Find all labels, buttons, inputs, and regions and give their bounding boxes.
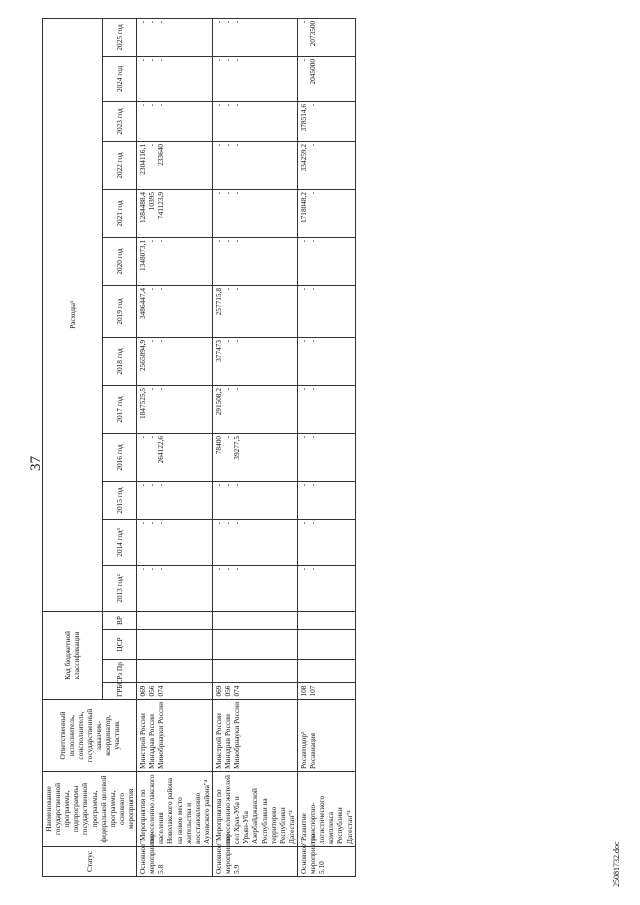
row-year-12 — [212, 18, 297, 56]
grbs-code: 056 — [223, 685, 233, 697]
row-year-3 — [212, 433, 297, 481]
table-body — [137, 18, 356, 876]
expense-value: - — [147, 20, 157, 24]
row-rzpr — [297, 660, 355, 683]
row-year-0 — [297, 565, 355, 611]
row-grbs — [212, 683, 297, 700]
expense-value: - — [308, 387, 318, 391]
expense-value: 1847525,5 — [138, 387, 148, 419]
expense-value: - — [156, 521, 166, 525]
expense-value: - — [147, 287, 157, 291]
expense-value: - — [213, 20, 223, 24]
row-csr — [212, 630, 297, 660]
header-name: Наименование государственной программы, подпрограммы государственной программы, федеральной целевой программы, основного мероприятия — [43, 772, 137, 847]
expense-value: - — [232, 483, 242, 487]
expense-value: 1718048,2 — [298, 191, 308, 223]
row-year-10 — [297, 101, 355, 141]
expense-value: - — [232, 191, 242, 195]
expense-value: - — [147, 387, 157, 391]
expense-value: 78400 — [213, 435, 223, 455]
expense-value: - — [156, 239, 166, 243]
grbs-code: 074 — [156, 685, 166, 697]
row-year-3 — [297, 433, 355, 481]
expense-value: - — [156, 58, 166, 62]
expense-value: 2045000 — [308, 58, 318, 85]
expense-value: 10395 — [147, 191, 157, 211]
expense-value: 291508,2 — [213, 387, 223, 416]
grbs-code: 056 — [147, 685, 157, 697]
responsible-org: Минздрав России — [223, 714, 233, 769]
header-responsible: Ответственный исполнитель, соисполнитель, государственный заказчик-координатор, участник — [43, 700, 137, 772]
expense-value: - — [147, 435, 157, 439]
expense-value: - — [213, 483, 223, 487]
expense-value: - — [156, 387, 166, 391]
row-year-11 — [137, 56, 213, 101]
row-year-6 — [212, 285, 297, 337]
expense-value: - — [156, 20, 166, 24]
expense-value: - — [213, 239, 223, 243]
expense-value: - — [308, 483, 318, 487]
expense-value: - — [213, 143, 223, 147]
expense-value: - — [147, 339, 157, 343]
expense-value: - — [223, 521, 233, 525]
expense-value: 2304116,1 — [138, 143, 148, 175]
row-year-10 — [137, 101, 213, 141]
expense-value: - — [308, 435, 318, 439]
row-year-1 — [297, 519, 355, 565]
row-vr — [137, 611, 213, 629]
row-year-11 — [212, 56, 297, 101]
expense-value: - — [138, 435, 148, 439]
row-responsible — [297, 700, 355, 772]
row-name: "Мероприятия по переселению жителей сел Храх-Уба и Урьян-Уба Азербайджанской Республики на территорию Республики Дагестан"⁴ — [212, 772, 297, 847]
row-year-9 — [137, 141, 213, 189]
header-year-8: 2021 год — [102, 189, 136, 237]
expense-value: 233640 — [156, 143, 166, 166]
expense-value: - — [223, 387, 233, 391]
expense-value: - — [138, 521, 148, 525]
header-year-4: 2017 год — [102, 385, 136, 433]
expense-value: 257715,8 — [213, 287, 223, 316]
expense-value: - — [147, 521, 157, 525]
row-rzpr — [212, 660, 297, 683]
header-year-2: 2015 год — [102, 481, 136, 519]
header-year-6: 2019 год — [102, 285, 136, 337]
expense-value: - — [308, 239, 318, 243]
row-year-2 — [137, 481, 213, 519]
table-row — [212, 18, 297, 876]
row-year-1 — [212, 519, 297, 565]
expense-value: - — [298, 58, 308, 62]
expense-value: 378514,6 — [298, 103, 308, 132]
row-year-0 — [137, 565, 213, 611]
expense-value: - — [232, 521, 242, 525]
header-code-group: Код бюджетной классификации — [43, 611, 103, 699]
expense-value: - — [223, 58, 233, 62]
row-status: Основное мероприятие 5.10 — [297, 847, 355, 877]
expense-value: - — [232, 143, 242, 147]
header-code-2: ЦСР — [102, 630, 136, 660]
row-year-8 — [212, 189, 297, 237]
row-year-5 — [212, 337, 297, 385]
header-year-5: 2018 год — [102, 337, 136, 385]
row-year-4 — [297, 385, 355, 433]
expense-value: - — [147, 103, 157, 107]
row-year-7 — [137, 237, 213, 285]
expense-value: - — [298, 435, 308, 439]
expense-value: - — [308, 191, 318, 195]
expense-value: - — [156, 483, 166, 487]
row-rzpr — [137, 660, 213, 683]
expense-value: - — [223, 103, 233, 107]
expense-value: - — [147, 58, 157, 62]
expense-value: - — [232, 387, 242, 391]
expense-value: - — [213, 521, 223, 525]
row-year-6 — [137, 285, 213, 337]
row-vr — [212, 611, 297, 629]
expense-value: - — [308, 339, 318, 343]
expense-value: - — [232, 339, 242, 343]
expense-value: - — [308, 521, 318, 525]
row-name: "Мероприятия по переселению лакского населения Новолакского района на новое место жительства и восстановлению Ауховского района"⁴ — [137, 772, 213, 847]
responsible-org: Минобрнауки России — [156, 702, 166, 769]
row-year-8 — [297, 189, 355, 237]
expense-value: - — [147, 143, 157, 147]
expense-value: - — [156, 339, 166, 343]
expense-value: 2565894,9 — [138, 339, 148, 371]
row-year-10 — [212, 101, 297, 141]
expense-value: - — [232, 103, 242, 107]
expense-value: - — [223, 20, 233, 24]
expense-value: - — [298, 339, 308, 343]
responsible-org: Минстрой России — [138, 713, 148, 769]
expense-value: 1348073,1 — [138, 239, 148, 271]
row-year-8 — [137, 189, 213, 237]
expense-value: - — [298, 387, 308, 391]
expense-value: - — [223, 339, 233, 343]
expenses-table — [42, 18, 356, 877]
row-grbs — [137, 683, 213, 700]
row-responsible — [137, 700, 213, 772]
row-year-2 — [212, 481, 297, 519]
row-year-5 — [137, 337, 213, 385]
header-year-1: 2014 год³ — [102, 519, 136, 565]
expense-value: - — [138, 20, 148, 24]
expense-value: 334259,2 — [298, 143, 308, 172]
expense-value: - — [213, 58, 223, 62]
expense-value: - — [232, 567, 242, 571]
expense-value: - — [223, 567, 233, 571]
expense-value: - — [213, 103, 223, 107]
row-year-9 — [297, 141, 355, 189]
expense-value: - — [232, 20, 242, 24]
row-year-0 — [212, 565, 297, 611]
header-year-12: 2025 год — [102, 18, 136, 56]
responsible-org: Минздрав России — [147, 714, 157, 769]
expense-value: - — [298, 567, 308, 571]
grbs-code: 074 — [232, 685, 242, 697]
expense-value: - — [232, 239, 242, 243]
expense-value: - — [147, 483, 157, 487]
expense-value: - — [138, 567, 148, 571]
header-year-3: 2016 год — [102, 433, 136, 481]
expense-value: - — [156, 287, 166, 291]
expense-value: - — [308, 103, 318, 107]
expense-value: 1284488,4 — [138, 191, 148, 223]
grbs-code: 108 — [298, 685, 308, 697]
row-year-5 — [297, 337, 355, 385]
expense-value: 377473 — [213, 339, 223, 362]
expense-value: - — [308, 143, 318, 147]
header-status: Статус — [43, 847, 137, 877]
row-year-7 — [212, 237, 297, 285]
expense-value: 741123,9 — [156, 191, 166, 220]
header-year-11: 2024 год — [102, 56, 136, 101]
expense-value: 3486447,4 — [138, 287, 148, 319]
row-status: Основное мероприятие 5.9 — [212, 847, 297, 877]
table-header — [43, 18, 137, 876]
expense-value: 39277,5 — [232, 435, 242, 460]
row-year-12 — [297, 18, 355, 56]
row-year-2 — [297, 481, 355, 519]
expense-value: - — [308, 287, 318, 291]
expense-value: - — [223, 239, 233, 243]
header-code-0: ГРБС — [102, 683, 136, 700]
header-year-10: 2023 год — [102, 101, 136, 141]
header-year-0: 2013 год² — [102, 565, 136, 611]
expense-value: - — [298, 20, 308, 24]
row-csr — [297, 630, 355, 660]
expense-value: - — [223, 483, 233, 487]
page-number: 37 — [28, 456, 44, 471]
expense-value: 2073500 — [308, 20, 318, 47]
expense-value: - — [138, 58, 148, 62]
expense-value: - — [223, 143, 233, 147]
expense-value: - — [298, 483, 308, 487]
header-code-3: ВР — [102, 611, 136, 629]
row-year-6 — [297, 285, 355, 337]
row-year-12 — [137, 18, 213, 56]
table-row — [137, 18, 213, 876]
expense-value: - — [298, 521, 308, 525]
expense-value: 264122,6 — [156, 435, 166, 464]
document-footer: 25081732.doc — [612, 841, 621, 887]
responsible-org: Росавтодор⁵ — [298, 731, 308, 769]
expense-value: - — [156, 567, 166, 571]
expense-value: - — [223, 435, 233, 439]
expense-value: - — [223, 191, 233, 195]
row-year-7 — [297, 237, 355, 285]
expense-value: - — [147, 239, 157, 243]
row-status: Основное мероприятие 5.8 — [137, 847, 213, 877]
row-year-4 — [212, 385, 297, 433]
expense-value: - — [223, 287, 233, 291]
expense-value: - — [298, 287, 308, 291]
responsible-org: Росавиация — [308, 732, 318, 769]
expense-value: - — [138, 103, 148, 107]
row-responsible — [212, 700, 297, 772]
expense-value: - — [213, 191, 223, 195]
expense-value: - — [232, 287, 242, 291]
row-year-3 — [137, 433, 213, 481]
expense-value: - — [147, 567, 157, 571]
row-year-1 — [137, 519, 213, 565]
row-grbs — [297, 683, 355, 700]
row-year-4 — [137, 385, 213, 433]
row-name: "Развитие транспортно-логистического комплекса Республики Дагестан"⁴ — [297, 772, 355, 847]
expense-value: - — [308, 567, 318, 571]
header-year-7: 2020 год — [102, 237, 136, 285]
table-row — [297, 18, 355, 876]
expense-value: - — [232, 58, 242, 62]
row-vr — [297, 611, 355, 629]
expense-value: - — [138, 483, 148, 487]
row-year-9 — [212, 141, 297, 189]
expense-value: - — [156, 103, 166, 107]
responsible-org: Минстрой России — [213, 713, 223, 769]
expense-value: - — [213, 567, 223, 571]
header-code-1: Рз Пр — [102, 660, 136, 683]
header-expenses: Расходы¹ — [43, 18, 103, 611]
row-csr — [137, 630, 213, 660]
expense-value: - — [298, 239, 308, 243]
row-year-11 — [297, 56, 355, 101]
responsible-org: Минобрнауки России — [232, 702, 242, 769]
grbs-code: 107 — [308, 685, 318, 697]
header-year-9: 2022 год — [102, 141, 136, 189]
grbs-code: 069 — [138, 685, 148, 697]
grbs-code: 069 — [213, 685, 223, 697]
